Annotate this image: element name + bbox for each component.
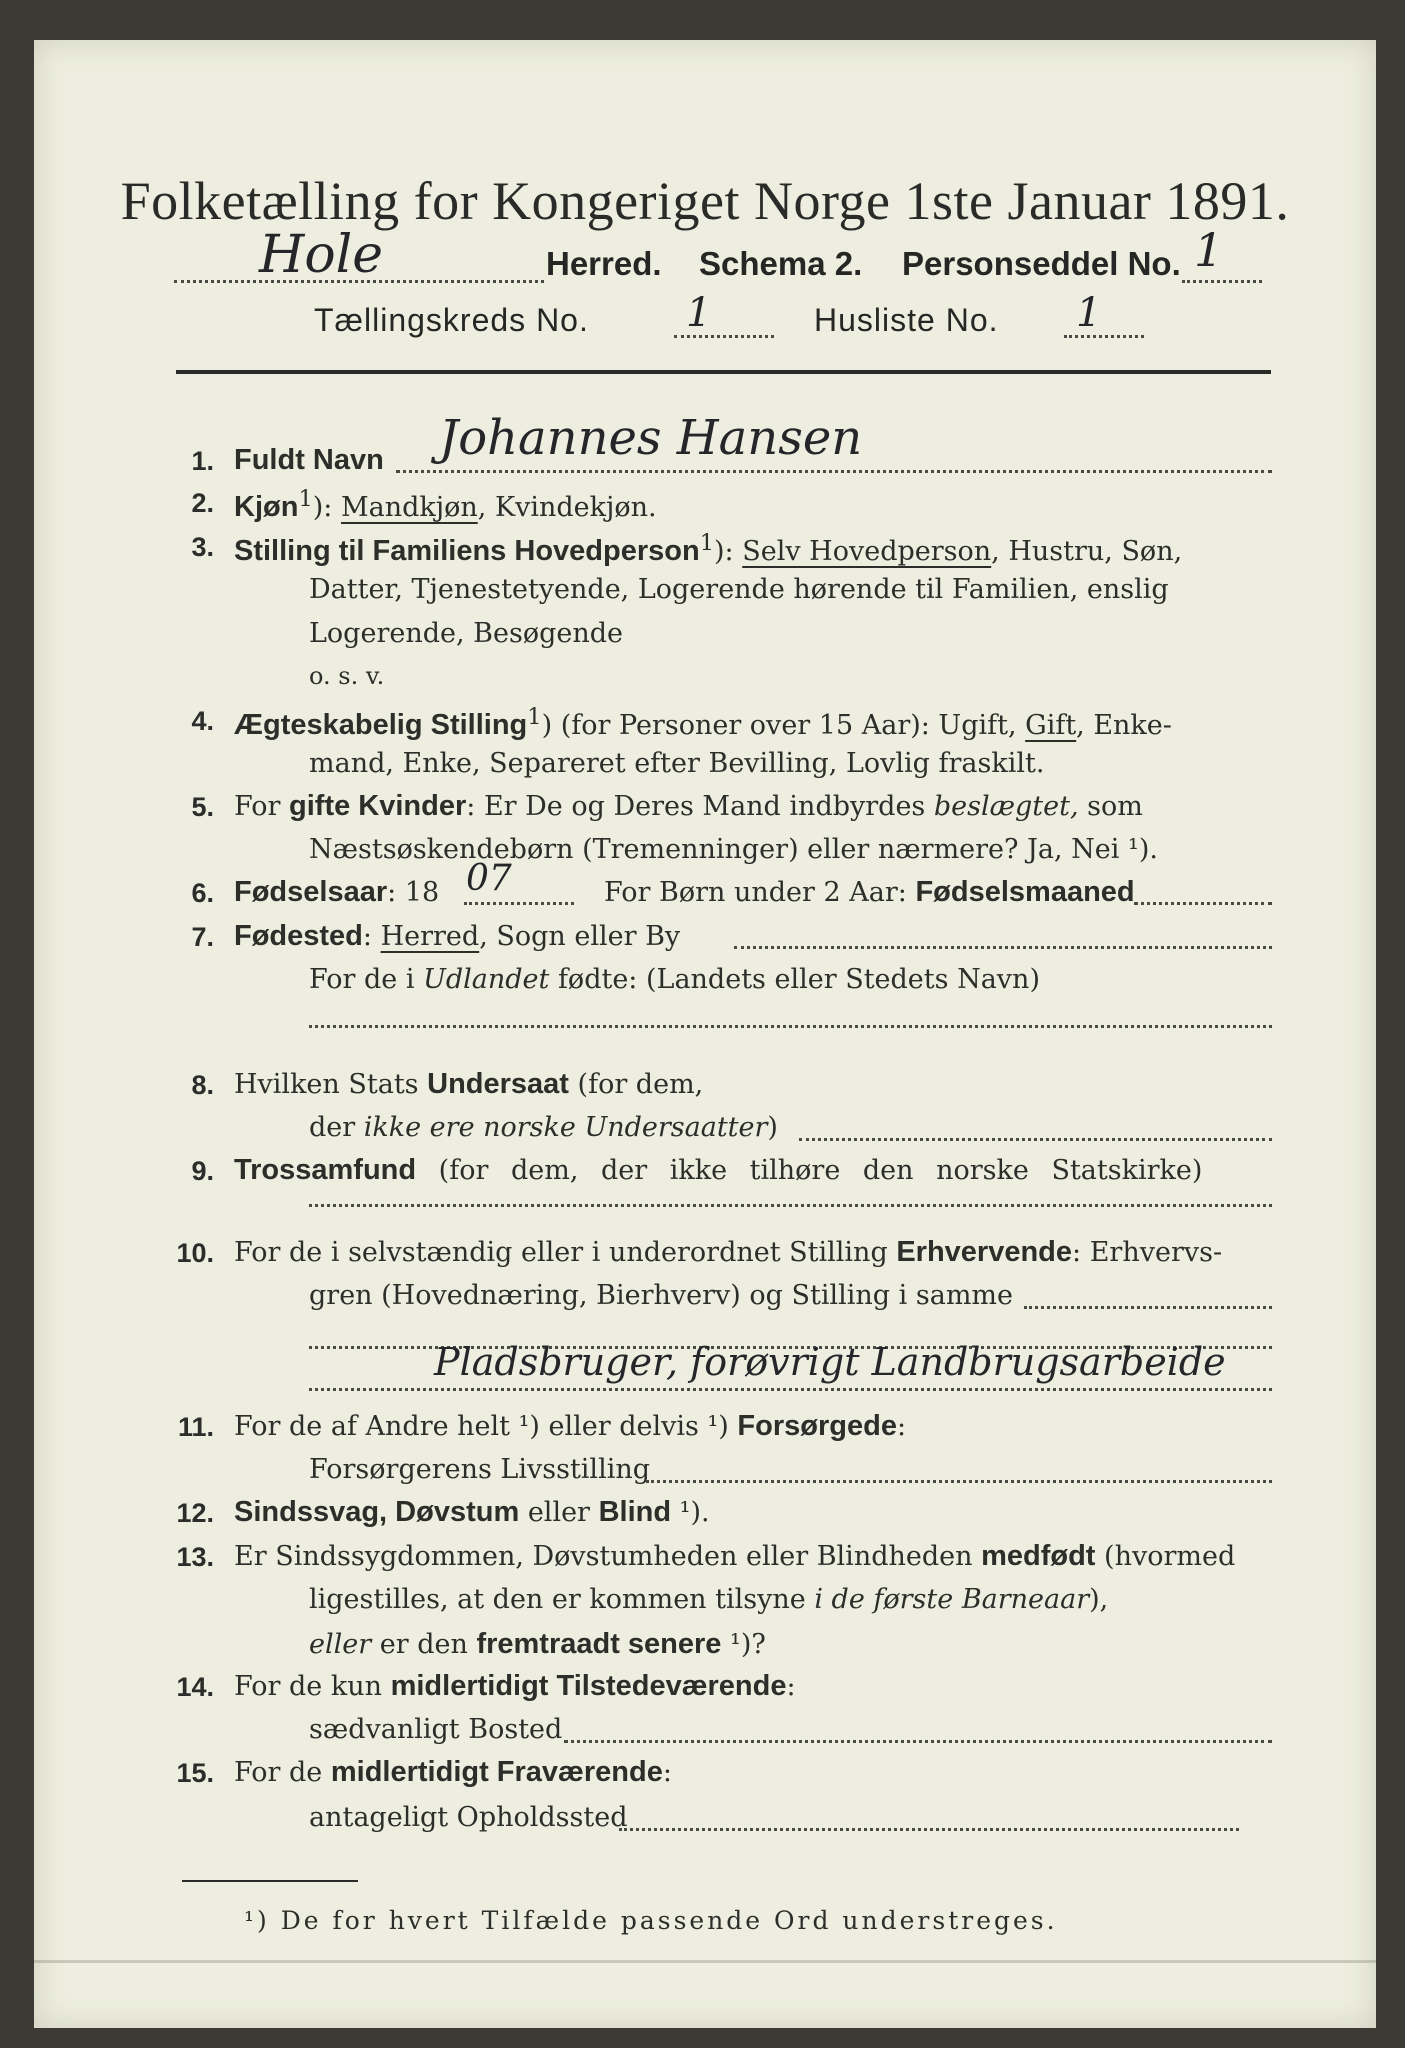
q11-number: 11.: [177, 1412, 214, 1442]
q13-line3b: er den: [371, 1629, 477, 1660]
q3-number: 3.: [191, 532, 214, 562]
q8-line2: [309, 1112, 778, 1143]
q14-pre: For de kun: [234, 1671, 391, 1702]
q15-line1: [234, 1756, 672, 1789]
q10-number: 10.: [176, 1238, 214, 1268]
q4-number: 4.: [191, 706, 214, 736]
q11-dotted-line: [646, 1480, 1272, 1483]
footnote-rule: [182, 1880, 358, 1882]
q13-line2c: ),: [1089, 1584, 1109, 1615]
q4-sup: 1: [527, 704, 542, 730]
personseddel-dotted-line: [1182, 280, 1262, 283]
q9-dotted-line: [309, 1204, 1272, 1207]
q15-pre: For de: [234, 1757, 331, 1788]
husliste-label: Husliste No.: [814, 302, 999, 338]
q8-pre: Hvilken Stats: [234, 1069, 428, 1100]
q2-rest: ):: [312, 492, 341, 523]
q12-label2: Blind: [598, 1496, 672, 1528]
q6-month-dotted-line: [1134, 902, 1272, 905]
q13-line3d: ¹)?: [721, 1629, 766, 1660]
q7-line1-rest: , Sogn eller By: [479, 921, 681, 952]
q2-option-mandkjon: Mandkjøn: [340, 492, 478, 523]
q12-rest: ¹).: [671, 1497, 710, 1528]
q2-number: 2.: [191, 488, 214, 518]
q8-label: Undersaat: [427, 1068, 569, 1100]
q3-sup: 1: [699, 530, 715, 556]
q4-label: Ægteskabelig Stilling: [234, 709, 528, 741]
q12-label: Sindssvag, Døvstum: [234, 1496, 520, 1528]
census-form-sheet: [34, 40, 1376, 2028]
q11-label: Forsørgede: [737, 1410, 897, 1442]
q3-label: Stilling til Familiens Hovedperson: [234, 535, 700, 567]
q9-rest: (for dem, der ikke tilhøre den norske Statskirke): [416, 1155, 1203, 1186]
kreds-handwritten: 1: [686, 290, 712, 336]
q8-line2b: ikke ere norske Undersaatter: [363, 1112, 768, 1143]
q10-label: Erhvervende: [896, 1236, 1073, 1268]
q6-mid: For Børn under 2 Aar:: [604, 877, 916, 908]
q9-number: 9.: [191, 1156, 214, 1186]
q8-line2a: der: [309, 1112, 364, 1143]
q8-dotted-line: [799, 1138, 1272, 1141]
q11-pre: For de af Andre helt ¹) eller delvis ¹): [234, 1411, 738, 1442]
q7-rest: :: [362, 921, 381, 952]
q6-answer-year: 07: [466, 858, 512, 899]
q15-line2: antageligt Opholdssted: [309, 1802, 628, 1833]
q8-number: 8.: [191, 1070, 214, 1100]
herred-handwritten: Hole: [259, 225, 384, 285]
q1-answer-name: Johannes Hansen: [439, 410, 863, 466]
fold-shadow: [34, 1960, 1376, 1963]
q10-rest: : Erhvervs-: [1072, 1237, 1223, 1268]
q2-sup: 1: [298, 486, 313, 512]
q14-line1: [234, 1670, 796, 1703]
q10-pre: For de i selvstændig eller i underordnet Stilling: [234, 1237, 897, 1268]
q13-line3a: eller: [309, 1629, 372, 1660]
q3-line2: Datter, Tjenestetyende, Logerende hørende til Familien, enslig: [309, 574, 1169, 605]
q12-number: 12.: [176, 1498, 214, 1528]
q5-rest: : Er De og Deres Mand indbyrdes: [466, 791, 934, 822]
q15-dotted-line: [619, 1828, 1239, 1831]
q14-dotted-line: [564, 1740, 1272, 1743]
q10-dotted-line1: [1024, 1306, 1272, 1309]
q5-label: gifte Kvinder: [289, 790, 467, 822]
q1-number: 1.: [191, 446, 214, 476]
footnote-text: ¹) De for hvert Tilfælde passende Ord understreges.: [244, 1906, 1058, 1935]
q6-dotted-line: [464, 902, 574, 905]
q7-abroad-dotted-line: [309, 1025, 1272, 1028]
q11-line1: [234, 1410, 906, 1443]
q14-line2: sædvanligt Bosted: [309, 1714, 563, 1745]
q2-label: Kjøn: [234, 491, 299, 523]
q6-label2: Fødselsmaaned: [915, 876, 1135, 908]
q6-rest: : 18: [387, 877, 440, 908]
q12-mid: eller: [519, 1497, 599, 1528]
q3-rest: ):: [714, 536, 743, 567]
kreds-label: Tællingskreds No.: [314, 302, 589, 338]
header-rule: [176, 370, 1271, 374]
q7-line2b: Udlandet: [423, 964, 550, 995]
q13-number: 13.: [176, 1542, 214, 1572]
personseddel-label: Personseddel No.: [902, 245, 1181, 282]
q7-line1: [234, 920, 680, 953]
q5-italic: beslægtet,: [933, 791, 1079, 822]
q13-line2b: i de første Barneaar: [814, 1584, 1090, 1615]
q4-option-gift: Gift: [1025, 710, 1077, 741]
q6-number: 6.: [191, 878, 214, 908]
q6-line1: [234, 876, 439, 909]
q7-line2a: For de i: [309, 964, 424, 995]
q10-answer-occupation: Pladsbruger, forøvrigt Landbrugsarbeide: [434, 1340, 1226, 1384]
q11-rest: :: [896, 1411, 907, 1442]
q14-number: 14.: [176, 1672, 214, 1702]
q3-line1: [234, 530, 1182, 568]
q6-label: Fødselsaar: [234, 876, 388, 908]
q4-rest: ) (for Personer over 15 Aar): Ugift,: [541, 710, 1026, 741]
q7-number: 7.: [191, 922, 214, 952]
q14-rest: :: [786, 1671, 796, 1702]
q2-line: [234, 486, 657, 524]
q5-line1: [234, 790, 1143, 823]
q13-rest: (hvormed: [1095, 1541, 1236, 1572]
husliste-handwritten: 1: [1076, 290, 1102, 336]
q5-number: 5.: [191, 792, 214, 822]
q10-line1: [234, 1236, 1222, 1269]
q4-line2: mand, Enke, Separeret efter Bevilling, Lovlig fraskilt.: [309, 748, 1045, 779]
q5-line2: Næstsøskendebørn (Tremenninger) eller nærmere? Ja, Nei ¹).: [309, 834, 1158, 865]
q3-line3: Logerende, Besøgende: [309, 618, 623, 649]
q13-line3: [309, 1628, 766, 1661]
q11-line2: Forsørgerens Livsstilling: [309, 1454, 651, 1485]
herred-label: Herred.: [546, 245, 662, 282]
q15-label: midlertidigt Fraværende: [330, 1756, 663, 1788]
q3-line1-rest: , Hustru, Søn,: [991, 536, 1183, 567]
q13-line2a: ligestilles, at den er kommen tilsyne: [309, 1584, 815, 1615]
q4-line1-rest: , Enke-: [1076, 710, 1172, 741]
q7-line2: [309, 964, 1040, 995]
q8-line2c: ): [767, 1112, 778, 1143]
q10-line2: gren (Hovednæring, Bierhverv) og Stilling i samme: [309, 1280, 1014, 1311]
q7-line2c: fødte: (Landets eller Stedets Navn): [549, 964, 1040, 995]
q15-number: 15.: [176, 1758, 214, 1788]
q13-line3c: fremtraadt senere: [476, 1628, 722, 1660]
schema-label: Schema 2.: [699, 245, 863, 282]
q10-dotted-line3: [309, 1388, 1272, 1391]
q8-rest: (for dem,: [568, 1069, 704, 1100]
q13-line2: [309, 1584, 1108, 1615]
q13-line1: [234, 1540, 1235, 1573]
q1-dotted-line: [396, 470, 1272, 473]
q6-line1-mid: [604, 876, 1135, 909]
q3-line4: o. s. v.: [309, 662, 385, 690]
q5-pre: For: [234, 791, 290, 822]
q13-pre: Er Sindssygdommen, Døvstumheden eller Blindheden: [234, 1541, 982, 1572]
q8-line1: [234, 1068, 703, 1101]
q7-dotted-line: [734, 946, 1272, 949]
q5-line1-rest: som: [1078, 791, 1143, 822]
q7-option-herred: Herred: [380, 921, 480, 952]
q3-option-selv-hovedperson: Selv Hovedperson: [742, 536, 992, 567]
q14-label: midlertidigt Tilstedeværende: [390, 1670, 787, 1702]
q12-line1: [234, 1496, 710, 1529]
q1-label: Fuldt Navn: [234, 444, 384, 476]
q2-option-kvindekjon: , Kvindekjøn.: [477, 492, 657, 523]
q9-label: Trossamfund: [234, 1154, 417, 1186]
q7-label: Fødested: [234, 920, 363, 952]
personseddel-handwritten: 1: [1194, 223, 1224, 277]
q13-label: medfødt: [981, 1540, 1096, 1572]
q15-rest: :: [662, 1757, 672, 1788]
form-title: Folketælling for Kongeriget Norge 1ste Januar 1891.: [120, 171, 1290, 231]
q4-line1: [234, 704, 1172, 742]
q9-line1: [234, 1154, 1202, 1187]
